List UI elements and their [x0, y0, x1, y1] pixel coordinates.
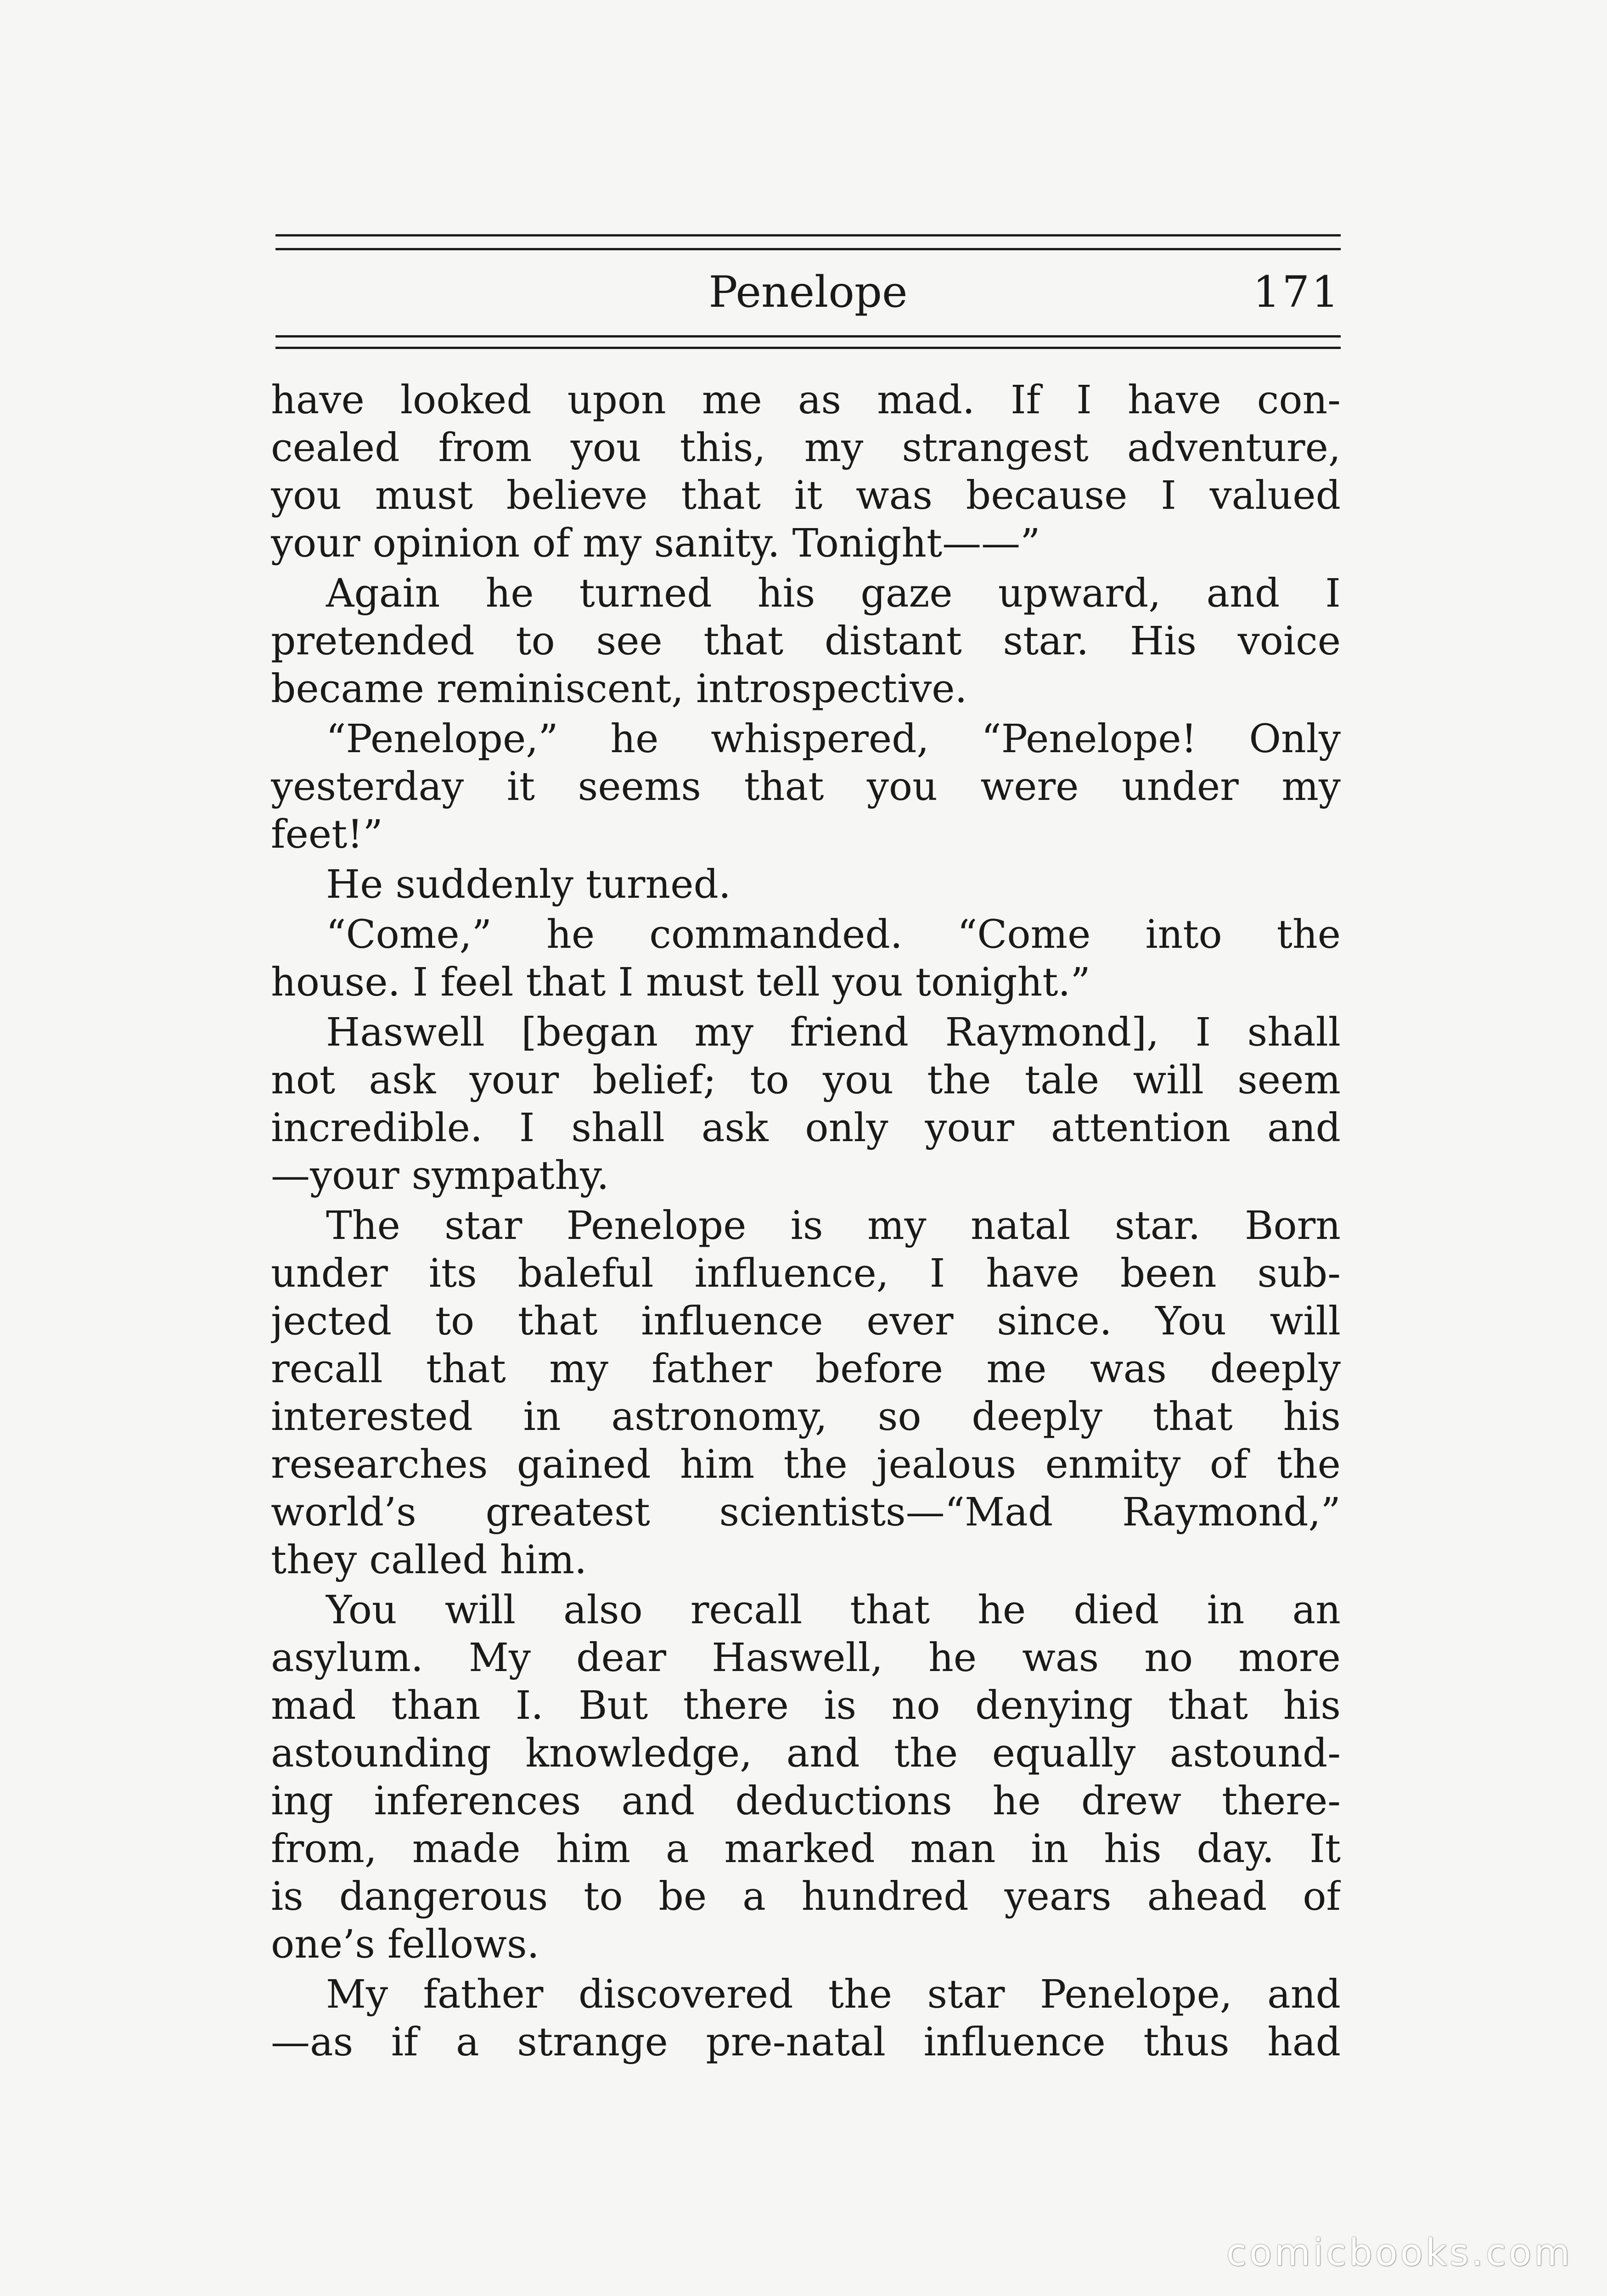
text-line: recall that my father before me was deeply: [271, 1346, 1341, 1392]
paragraph: [271, 1202, 1341, 1584]
text-line: —as if a strange pre-natal influence thus had: [271, 2020, 1341, 2065]
text-line: yesterday it seems that you were under my: [271, 764, 1341, 810]
paragraph: [271, 911, 1341, 1007]
text-line: My father discovered the star Penelope, and: [326, 1972, 1341, 2017]
header-rule-bottom-2: [275, 347, 1341, 349]
text-line: —your sympathy.: [271, 1153, 609, 1199]
paragraph: [271, 377, 1341, 568]
paragraph: [271, 715, 1341, 859]
text-line: not ask your belief; to you the tale will seem: [271, 1058, 1341, 1103]
text-line: world’s greatest scientists—“Mad Raymond,”: [271, 1490, 1341, 1535]
paragraph: [271, 1971, 1341, 2066]
text-line: feet!”: [271, 812, 383, 857]
text-line: astounding knowledge, and the equally astound-: [271, 1731, 1341, 1776]
body-text: [271, 377, 1341, 2069]
text-line: they called him.: [271, 1537, 587, 1583]
text-line: have looked upon me as mad. If I have con-: [271, 377, 1341, 423]
text-line: cealed from you this, my strangest adventure,: [271, 425, 1341, 471]
text-line: interested in astronomy, so deeply that his: [271, 1394, 1341, 1440]
text-line: You will also recall that he died in an: [326, 1587, 1341, 1633]
text-line: one’s fellows.: [271, 1922, 539, 1967]
text-line: asylum. My dear Haswell, he was no more: [271, 1635, 1341, 1681]
paragraph: [271, 1587, 1341, 1969]
text-line: house. I feel that I must tell you tonight.”: [271, 960, 1090, 1005]
paragraph: [271, 861, 1341, 909]
text-line: your opinion of my sanity. Tonight——”: [271, 521, 1040, 566]
header-rule-top-1: [275, 234, 1341, 236]
watermark-logo: comicbooks.com: [1226, 2231, 1573, 2274]
text-line: mad than I. But there is no denying that his: [271, 1683, 1341, 1728]
text-line: from, made him a marked man in his day. It: [271, 1826, 1341, 1872]
paragraph: [271, 570, 1341, 713]
text-line: became reminiscent, introspective.: [271, 666, 967, 712]
header-rule-top-2: [275, 248, 1341, 250]
text-line: ing inferences and deductions he drew there-: [271, 1778, 1341, 1824]
text-line: under its baleful influence, I have been sub-: [271, 1251, 1341, 1296]
paragraph: [271, 1009, 1341, 1200]
text-line: “Come,” he commanded. “Come into the: [326, 912, 1341, 957]
page-number: 171: [1253, 267, 1341, 317]
text-line: researches gained him the jealous enmity of the: [271, 1442, 1341, 1487]
running-header: [275, 234, 1341, 354]
text-line: He suddenly turned.: [326, 862, 731, 907]
text-line: Haswell [began my friend Raymond], I shall: [326, 1010, 1341, 1055]
text-line: “Penelope,” he whispered, “Penelope! Only: [326, 716, 1341, 762]
text-line: The star Penelope is my natal star. Born: [326, 1203, 1341, 1249]
running-head-title: Penelope: [708, 267, 908, 317]
text-line: is dangerous to be a hundred years ahead of: [271, 1874, 1341, 1919]
text-line: jected to that influence ever since. You will: [271, 1299, 1341, 1344]
text-line: Again he turned his gaze upward, and I: [326, 571, 1341, 616]
text-line: pretended to see that distant star. His voice: [271, 619, 1341, 664]
text-line: incredible. I shall ask only your attention and: [271, 1105, 1341, 1151]
header-rule-bottom-1: [275, 335, 1341, 338]
text-line: you must believe that it was because I valued: [271, 473, 1341, 518]
